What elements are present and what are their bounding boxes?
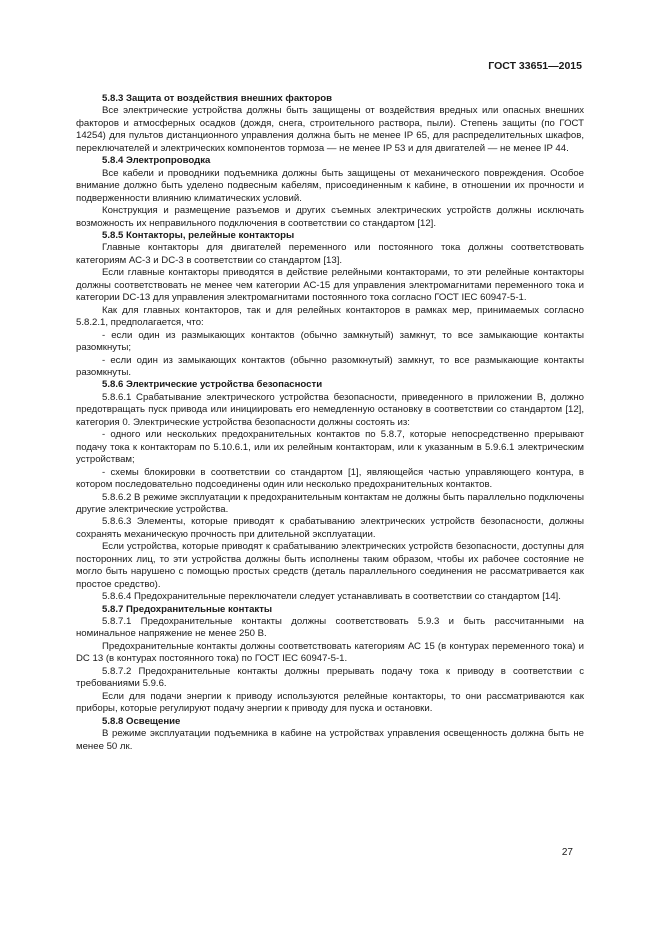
paragraph: Главные контакторы для двигателей переменного или постоянного тока должны соответствовать категориям АС-3 и DC-3 в соответствии со стандартом [13].	[76, 242, 584, 266]
section-heading: 5.8.6 Электрические устройства безопасности	[102, 379, 323, 391]
paragraph: Если для подачи энергии к приводу используются релейные контакторы, то они рассматриваются как приборы, которые регулируют подачу энергии к приводу для пуска и остановки.	[76, 690, 584, 715]
page-number: 27	[561, 847, 573, 858]
paragraph: 5.8.6.2 В режиме эксплуатации к предохранительным контактам не должны быть параллельно подключены другие электрические устройства.	[76, 491, 584, 515]
paragraph: 5.8.6.1 Срабатывание электрического устройства безопасности, приведенного в приложении В, должно предотвращать пуск привода или инициировать его немедленную остановку в соответствии со стандартом [12], категория 0. Электрические устройства безопасности должны состоять из:	[76, 391, 584, 428]
paragraph: Как для главных контакторов, так и для релейных контакторов в рамках мер, принимаемых согласно 5.8.2.1, предполагается, что:	[76, 304, 584, 329]
paragraph: Все электрические устройства должны быть защищены от воздействия вредных или опасных внешних факторов и атмосферных осадков (дождя, снега, строительного раствора, пыли). Степень защиты (по ГОСТ 14254) для пультов дистанционного управления должна быть не менее IP 65, для распределительных шкафов, переключателей и электрических компонентов тормоза — не менее IP 53 и для двигателей — не менее IP 44.	[76, 105, 584, 154]
document-code: ГОСТ 33651—2015	[488, 60, 582, 72]
document-body	[76, 93, 584, 753]
section-heading: 5.8.8 Освещение	[102, 715, 181, 727]
paragraph: 5.8.7.2 Предохранительные контакты должны прерывать подачу тока к приводу в соответствии с требованиями 5.9.6.	[76, 665, 584, 690]
list-item: - если один из размыкающих контактов (обычно замкнутый) замкнут, то все замыкающие контакты разомкнуты;	[76, 329, 584, 354]
paragraph: Конструкция и размещение разъемов и других съемных электрических устройств должны исключать возможность их неправильного подключения в соответствии со стандартом [12].	[76, 205, 584, 229]
section-heading: 5.8.4 Электропроводка	[102, 155, 211, 167]
paragraph: В режиме эксплуатации подъемника в кабине на устройствах управления освещенность должна быть не менее 50 лк.	[76, 728, 584, 752]
paragraph: Если главные контакторы приводятся в действие релейными контакторами, то эти релейные контакторы должны соответствовать не менее чем категории АС-15 для управления электромагнитами переменного тока и категории DC-13 для управления электромагнитами постоянного тока согласно ГОСТ IEC 60947-5-1.	[76, 267, 584, 304]
paragraph: Все кабели и проводники подъемника должны быть защищены от механического повреждения. Особое внимание должно быть уделено подвесным кабелям, присоединенным к кабине, в отношении их прочности и подверженности влиянию климатических условий.	[76, 167, 584, 204]
list-item: - если один из замыкающих контактов (обычно разомкнутый) замкнут, то все размыкающие контакты разомкнуты.	[76, 354, 584, 378]
paragraph: 5.8.6.4 Предохранительные переключатели следует устанавливать в соответствии со стандартом [14].	[102, 591, 561, 603]
list-item: - одного или нескольких предохранительных контактов по 5.8.7, которые непосредственно прерывают подачу тока к контакторам по 5.10.6.1, или их релейным контакторам, или к указанным в 5.9.6.1 электрическим устройствам;	[76, 429, 584, 466]
section-heading: 5.8.7 Предохранительные контакты	[102, 603, 273, 615]
section-heading: 5.8.3 Защита от воздействия внешних факторов	[102, 93, 333, 104]
paragraph: Предохранительные контакты должны соответствовать категориям АС 15 (в контурах переменного тока) и DC 13 (в контурах постоянного тока) по ГОСТ IEC 60947-5-1.	[76, 640, 584, 665]
paragraph: Если устройства, которые приводят к срабатыванию электрических устройств безопасности, доступны для посторонних лиц, то эти устройства должны быть исполнены таким образом, чтобы их рабочее состояние не могло быть нарушено с помощью простых средств (деталь параллельного соединения не рассматривается как простое средство).	[76, 541, 584, 590]
section-heading: 5.8.5 Контакторы, релейные контакторы	[102, 229, 295, 241]
paragraph: 5.8.6.3 Элементы, которые приводят к срабатыванию электрических устройств безопасности, должны сохранять механическую прочность при длительной эксплуатации.	[76, 516, 584, 540]
paragraph: 5.8.7.1 Предохранительные контакты должны соответствовать 5.9.3 и быть рассчитанными на номинальное напряжение не менее 250 В.	[76, 616, 584, 640]
list-item: - схемы блокировки в соответствии со стандартом [1], являющейся частью управляющего контура, в котором последовательно подсоединены один или несколько предохранительных контактов.	[76, 466, 584, 491]
